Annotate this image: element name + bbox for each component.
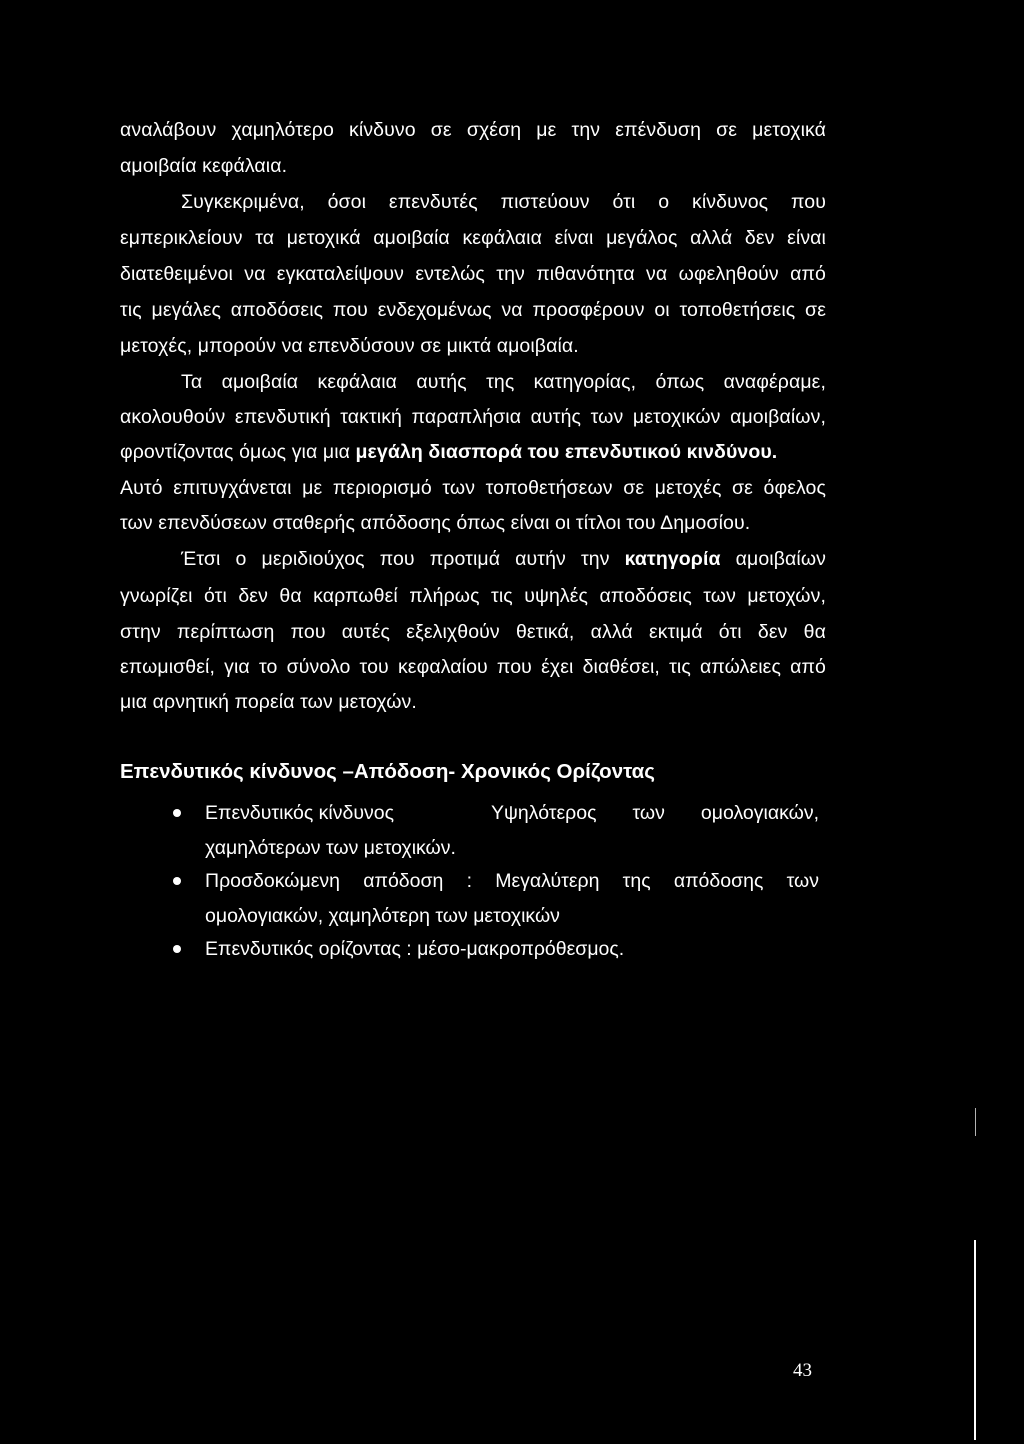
bullet-1-value: Υψηλότερος των ομολογιακών, [491, 802, 819, 824]
paragraph-3-line-4: Αυτό επιτυγχάνεται με περιορισμό των τοποθετήσεων σε μετοχές σε όφελος [120, 477, 826, 499]
page-number: 43 [793, 1360, 812, 1381]
bullet-dot-1 [173, 809, 181, 817]
emphasis-diversification: μεγάλη διασπορά του επενδυτικού κινδύνου. [355, 441, 778, 463]
bullet-1-line-2: χαμηλότερων των μετοχικών. [205, 837, 456, 859]
paragraph-2-line-5: μετοχές, μπορούν να επενδύσουν σε μικτά αμοιβαία. [120, 335, 579, 357]
paragraph-4-line-3: στην περίπτωση που αυτές εξελιχθούν θετικά, αλλά εκτιμά ότι δεν θα [120, 621, 826, 643]
paragraph-1-line-2: αμοιβαία κεφάλαια. [120, 155, 288, 177]
paragraph-4-line-2: γνωρίζει ότι δεν θα καρπωθεί πλήρως τις υψηλές αποδόσεις των μετοχών, [120, 585, 826, 607]
scan-edge-line [974, 1240, 976, 1440]
bullet-dot-3 [173, 945, 181, 953]
bullet-2-line-2: ομολογιακών, χαμηλότερη των μετοχικών [205, 905, 560, 927]
paragraph-2-line-3: διατεθειμένοι να εγκαταλείψουν εντελώς την πιθανότητα να ωφεληθούν από [120, 263, 826, 285]
scan-artifact-upper [975, 1108, 976, 1136]
paragraph-1-line-1: αναλάβουν χαμηλότερο κίνδυνο σε σχέση με την επένδυση σε μετοχικά [120, 119, 826, 141]
paragraph-3-line-5: των επενδύσεων σταθερής απόδοσης όπως είναι οι τίτλοι του Δημοσίου. [120, 512, 751, 534]
paragraph-2-line-1: Συγκεκριμένα, όσοι επενδυτές πιστεύουν ότι ο κίνδυνος που [181, 191, 826, 213]
emphasis-category: κατηγορία [624, 548, 721, 570]
paragraph-4-line-4: επωμισθεί, για το σύνολο του κεφαλαίου που έχει διαθέσει, τις απώλειες από [120, 656, 826, 678]
bullet-1-label: Επενδυτικός κίνδυνος [205, 802, 394, 824]
bullet-2-line-1: Προσδοκώμενη απόδοση : Μεγαλύτερη της απόδοσης των [205, 870, 819, 892]
paragraph-4-line-1 [181, 547, 826, 571]
paragraph-3-line-3-text: φροντίζοντας όμως για μια [120, 441, 356, 463]
paragraph-2-line-4: τις μεγάλες αποδόσεις που ενδεχομένως να προσφέρουν οι τοποθετήσεις σε [120, 299, 826, 321]
paragraph-3-line-1: Τα αμοιβαία κεφάλαια αυτής της κατηγορίας, όπως αναφέραμε, [181, 371, 826, 393]
paragraph-2-line-2: εμπερικλείουν τα μετοχικά αμοιβαία κεφάλαια είναι μεγάλος αλλά δεν είναι [120, 227, 826, 249]
paragraph-4-line-1-text-a: Έτσι ο μεριδιούχος που προτιμά αυτήν την [181, 548, 625, 570]
paragraph-4-line-5: μια αρνητική πορεία των μετοχών. [120, 691, 417, 713]
paragraph-3-line-3 [120, 440, 826, 464]
paragraph-3-line-2: ακολουθούν επενδυτική τακτική παραπλήσια αυτής των μετοχικών αμοιβαίων, [120, 406, 826, 428]
bullet-3-line-1: Επενδυτικός ορίζοντας : μέσο-μακροπρόθεσμος. [205, 938, 625, 960]
section-heading: Επενδυτικός κίνδυνος –Απόδοση- Χρονικός Ορίζοντας [120, 760, 655, 783]
paragraph-4-line-1-text-b: αμοιβαίων [720, 548, 827, 570]
bullet-dot-2 [173, 877, 181, 885]
